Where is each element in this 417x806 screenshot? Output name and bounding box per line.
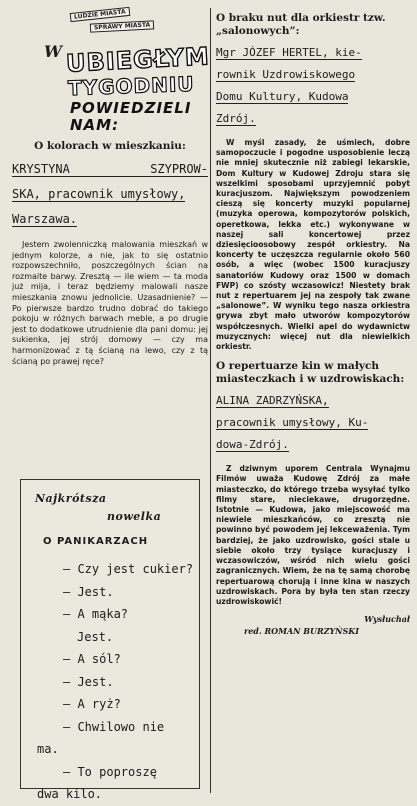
right-headline-2: O repertuarze kin w małych miasteczkach i w uzdrowiskach: — [216, 360, 405, 386]
right-author-2: ALINA ZADRZYŃSKA, pracownik umysłowy, Ku- dowa-Zdrój. — [216, 394, 369, 452]
right-column — [216, 0, 410, 637]
left-column — [12, 0, 211, 373]
box-dialogue — [37, 558, 195, 806]
short-story-box — [20, 479, 200, 801]
right-headline-1: O braku nut dla orkiestr tzw. „salonowych”: — [216, 12, 386, 37]
signature-name: red. ROMAN BURZYŃSKI — [244, 626, 359, 637]
dialogue-line: — Jest. — [63, 584, 114, 599]
dialogue-line: — A sól? — [63, 652, 121, 666]
dialogue-line: — A ryż? — [63, 697, 121, 711]
left-author: KRYSTYNA SZYPROW- SKA, pracownik umysłowy, Warszawa. — [12, 162, 208, 226]
left-article-body: Jestem zwolenniczką malowania mieszkań w jednym kolorze, a nie, jak to się ostatnio rozpowszechniło, poszczególnych ścian na rozmaite barwy. Zresztą — ile wiem — ta moda już mija, i teraz będziemy malowali nasze mieszkania znowu jednolicie. Uzasadnienie? — Po pierwsze bardzo trudno dobrać do takiego pokoju w różnych barwach meble, a po drugie jest to dodatkowe utrudnienie dla pani domu: jej sukienka, jej strój domowy — czy ma harmonizować z tą ścianą na lewo, czy z tą ścianą po prawej ręce? — [12, 240, 208, 366]
dialogue-line: — Czy jest cukier? — [63, 562, 194, 576]
box-kicker-2: nowelka — [107, 510, 162, 523]
dialogue-line: — Chwilowo nie — [63, 719, 165, 734]
section-logo — [12, 4, 211, 134]
right-article-2-body: Z dziwnym uporem Centrala Wynajmu Filmów uważa Kudowę Zdrój za małe miasteczko, do którego trzeba wysyłać tylko filmy stare, nieciekawe, drugorzędne. Istotnie — Kudowa, jako miejscowość ma niewiele mieszkańców, co zresztą nie powinno być powodem jej lekceważenia. Tym bardziej, że jako uzdrowisko, gości stale u siebie około trzy tysiące kuracjuszy i wczasowiczów, wśród nich wielu gości zagranicznych. Wiem, że na tę samą chorobę repertuarową chorują i inne kina w naszych uzdrowiskach. Pora by była ten stan rzeczy uzdrowiskowić! — [216, 464, 410, 606]
dialogue-line: — A mąka? — [63, 607, 129, 621]
box-kicker-1: Najkrótsza — [35, 492, 107, 505]
signature-label: Wysłuchał — [364, 614, 410, 625]
right-author-1: Mgr JÓZEF HERTEL, kie- rownik Uzdrowiskowego Domu Kultury, Kudowa Zdrój. — [216, 46, 362, 125]
box-title: O PANIKARZACH — [43, 536, 149, 547]
dialogue-line: — To poproszę — [63, 764, 157, 779]
logo-tag-people: LUDZIE MIASTA — [70, 7, 130, 22]
right-article-1-body: W myśl zasady, że uśmiech, dobre samopoczucie i pogodne usposobienie leczą nie mniej skutecznie niż zabiegi lekarskie, Dom Kultury w Kudowej Zdroju stara się wszelkimi sposobami uprzyjemnić pobyt kuracjuszom. Największym powodzeniem cieszą się koncerty muzyki popularnej (muzyka operowa, kompozytorów polskich, operetkowa, lekka etc.) wykonywane w naszej sali koncertowej przez dziesięcioosobowy zespół orkiestry. Na koncerty te uczęszcza regularnie około 560 osób, a więc (wobec 1500 kuracjuszy sanatoriów Kudowy oraz 1500 w domach FWP) co szósty wczasowicz! Niestety brak nut z repertuarem jej na zespoły tak zwane „salonowe”. W wyniku tego nasza orkiestra grywa zbyt mało utworów kompozytorów współczesnych. Wielki apel do wydawnictw muzycznych: więcej nut dla niewielkich orkiestr. — [216, 138, 410, 352]
logo-line-powiedzieli: POWIEDZIELI NAM: — [70, 99, 192, 134]
dialogue-line: — Jest. — [63, 674, 114, 689]
logo-tag-affairs: SPRAWY MIASTA — [90, 20, 155, 32]
logo-line-ubieglym: UBIEGŁYM — [65, 42, 211, 78]
dialogue-line: dwa kilo. — [37, 787, 103, 801]
dialogue-line: Jest. — [77, 629, 114, 644]
logo-line-tygodniu: TYGODNIU — [67, 71, 195, 101]
dialogue-line: ma. — [37, 742, 59, 756]
left-headline: O kolorach w mieszkaniu: — [34, 140, 186, 152]
logo-w: W — [44, 42, 62, 61]
column-divider — [210, 8, 211, 793]
